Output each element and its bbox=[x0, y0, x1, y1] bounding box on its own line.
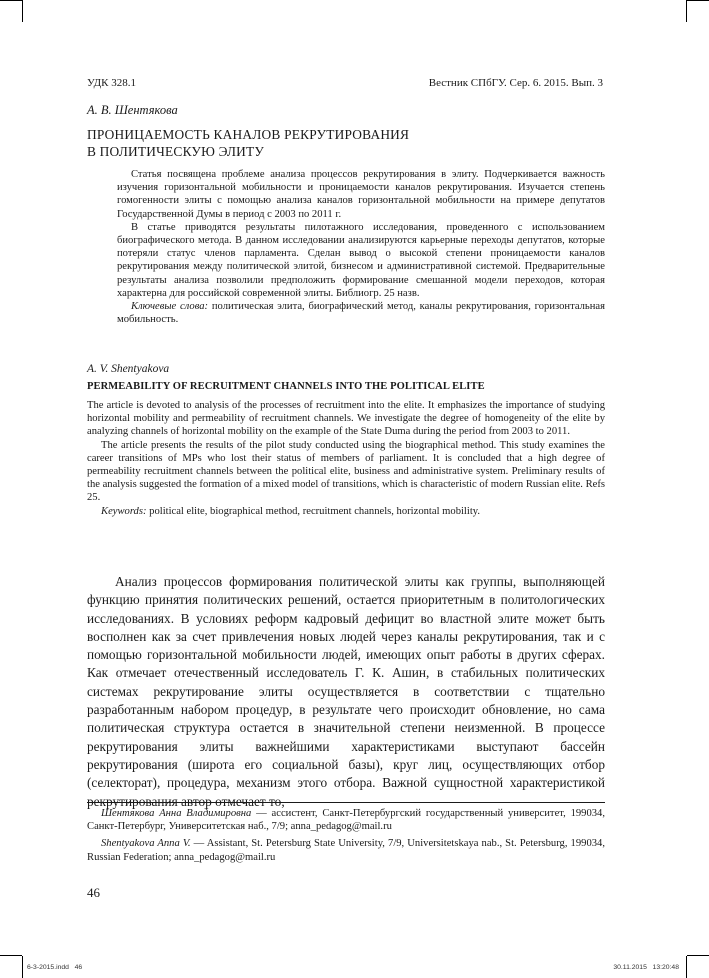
crop-mark-bottom-left-v bbox=[22, 956, 23, 978]
keywords-ru-text: политическая элита, биографический метод, каналы рекрутирования, горизонтальная мобильность. bbox=[117, 301, 606, 326]
keywords-en-text: political elite, biographical method, recruitment channels, horizontal mobility. bbox=[146, 505, 481, 517]
title-ru-line1: ПРОНИЦАЕМОСТЬ КАНАЛОВ РЕКРУТИРОВАНИЯ bbox=[87, 127, 410, 142]
crop-mark-top-right bbox=[687, 0, 709, 1]
keywords-ru bbox=[117, 300, 605, 326]
keywords-en bbox=[87, 505, 605, 518]
keywords-en-label: Keywords: bbox=[101, 505, 147, 517]
abstract-en bbox=[87, 399, 605, 518]
footnote-en-name: Shentyakova Anna V. bbox=[101, 838, 191, 850]
body-paragraph: Анализ процессов формирования политической элиты как группы, выполняющей функцию принятия политических решений, остается приоритетным в политологических исследованиях. В условиях реформ кадровый дефицит во властной элите может быть восполнен как за счет привлечения новых людей через каналы рекрутирования, так и с помощью горизонтальной мобильности людей, имеющих опыт работы в других сферах. Как отмечает отечественный исследователь Г. К. Ашин, в стабильных политических системах рекрутирование элиты осуществляется в соответствии с тщательно разработанным набором процедур, в результате чего происходит обновление, но сама политическая структура остается в значительной степени неизменной. В процессе рекрутирования элиты важнейшими характеристиками выступают бассейн рекрутирования (широта его социальной базы), круг лиц, осуществляющих отбор (селекторат), процедура, механизм этого отбора. Важной сущностной характеристикой bbox=[87, 574, 605, 791]
keywords-ru-label: Ключевые слова: bbox=[131, 301, 209, 313]
page-number: 46 bbox=[87, 885, 100, 900]
article-title-ru bbox=[87, 126, 409, 160]
body-text bbox=[87, 573, 605, 811]
abstract-en-p1: The article is devoted to analysis of the processes of recruitment into the elite. It emphasizes the importance of studying horizontal mobility and permeability of recruitment channels. We investigate the degree of homogeneity of the elite by analyzing channels of horizontal mobility on the example of the State Duma during the period from 2003 to 2011. bbox=[87, 400, 605, 438]
title-ru-line2: В ПОЛИТИЧЕСКУЮ ЭЛИТУ bbox=[87, 144, 265, 159]
footnote-ru-name: Шентякова Анна Владимировна bbox=[101, 808, 252, 819]
crop-mark-bottom-right bbox=[687, 955, 709, 956]
footnote-ru-text: — ассистент, Санкт-Петербургский государственный университет, 199034, Санкт-Петербург, Университетская наб., 7/9; anna_pedagog@mail.ru bbox=[87, 808, 605, 833]
abstract-ru-p1: Статья посвящена проблеме анализа процессов рекрутирования в элиту. Подчеркивается важность изучения горизонтальной мобильности и проницаемости каналов рекрутирования. Изучается степень гомогенности элиты с помощью анализа каналов горизонтальной мобильности на примере депутатов Государственной Думы в период с 2003 по 2011 г. bbox=[117, 169, 605, 220]
abstract-ru-p2: В статье приводятся результаты пилотажного исследования, проведенного с использованием биографического метода. В данном исследовании анализируются карьерные переходы депутатов, которые потеряли статус членов парламента. Сделан вывод о высокой степени проницаемости каналов рекрутирования между политической элитой, бизнесом и административной системой. Предварительные результаты анализа позволили предположить формирование смешанной модели переходов, которая характерна для российской современной элиты. Библиогр. 25 назв. bbox=[117, 221, 605, 299]
crop-mark-top-left-v bbox=[22, 0, 23, 22]
crop-mark-bottom-right-v bbox=[686, 956, 687, 978]
crop-mark-top-right-v bbox=[686, 0, 687, 22]
footnote-separator bbox=[87, 802, 605, 803]
udc-code: УДК 328.1 bbox=[87, 77, 137, 89]
article-title-en: PERMEABILITY OF RECRUITMENT CHANNELS INTO THE POLITICAL ELITE bbox=[87, 381, 485, 392]
abstract-ru bbox=[117, 168, 605, 326]
crop-mark-bottom-left bbox=[0, 955, 22, 956]
slug-datetime: 30.11.2015 13:20:48 bbox=[613, 964, 679, 971]
crop-mark-top-left bbox=[0, 0, 22, 1]
footnotes bbox=[87, 807, 605, 864]
footnote-en bbox=[87, 837, 605, 863]
author-en: A. V. Shentyakova bbox=[87, 363, 170, 375]
journal-header: Вестник СПбГУ. Сер. 6. 2015. Вып. 3 bbox=[428, 77, 603, 89]
slug-file: 6-3-2015.indd 46 bbox=[27, 964, 83, 971]
footnote-ru bbox=[87, 807, 605, 833]
author-ru: А. В. Шентякова bbox=[87, 103, 178, 117]
footnote-en-text: — Assistant, St. Petersburg State University, 7/9, Universitetskaya nab., St. Petersburg, 199034, Russian Federation; anna_pedagog@mail.ru bbox=[87, 838, 605, 863]
abstract-en-p2: The article presents the results of the pilot study conducted using the biographical method. This study examines the career transitions of MPs who lost their status of members of parliament. It is concluded that a high degree of permeability recruitment channels between the political elite, business and administrative system. Preliminary results of the analysis suggested the formation of a mixed model of transitions, which is characteristic of modern Russian elite. Refs 25. bbox=[87, 439, 605, 504]
